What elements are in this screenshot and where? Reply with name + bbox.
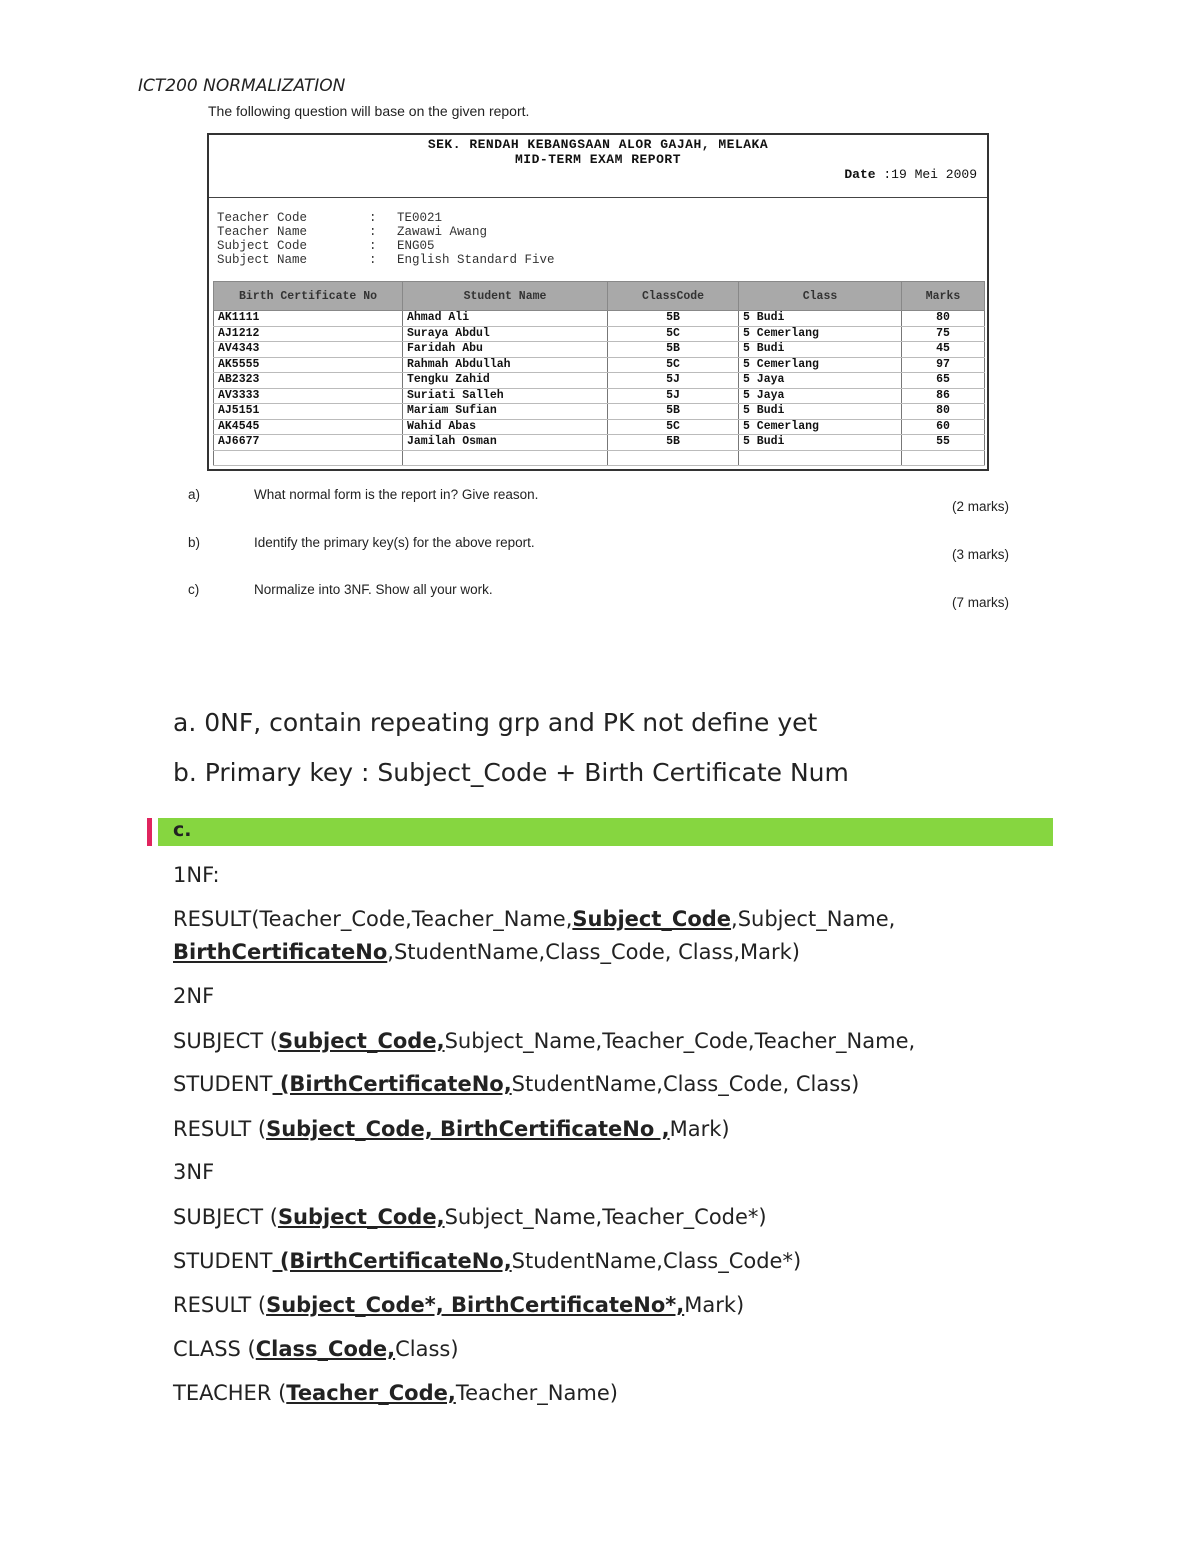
marks-table — [213, 281, 985, 466]
table-cell: 5 Jaya — [739, 388, 902, 404]
table-cell: 5B — [608, 342, 739, 358]
relation-text: Subject_Name,Teacher_Code*) — [444, 1205, 767, 1229]
report-divider — [209, 197, 987, 198]
intro-text: The following question will base on the given report. — [208, 103, 530, 119]
relation-name: SUBJECT ( — [173, 1029, 278, 1053]
question-text: What normal form is the report in? Give reason. — [254, 487, 539, 502]
nf3-subject — [173, 1204, 767, 1230]
table-cell: 60 — [902, 419, 985, 435]
info-label: Teacher Name — [217, 225, 308, 239]
column-header: Student Name — [403, 282, 608, 311]
question-label: b) — [188, 535, 201, 550]
relation-name: CLASS ( — [173, 1337, 256, 1361]
nf3-result — [173, 1292, 744, 1318]
table-cell: 5J — [608, 373, 739, 389]
relation-text: Class) — [395, 1337, 459, 1361]
table-cell: AJ1212 — [214, 326, 403, 342]
table-cell: Rahmah Abdullah — [403, 357, 608, 373]
primary-key: Subject_Code, — [277, 1205, 445, 1229]
report-title: MID-TERM EXAM REPORT — [514, 152, 682, 167]
table-row — [214, 357, 985, 373]
table-cell — [214, 450, 403, 465]
table-cell: 65 — [902, 373, 985, 389]
nf1-result-line1 — [173, 906, 895, 932]
table-cell: 5 Cemerlang — [739, 419, 902, 435]
table-cell: AK1111 — [214, 311, 403, 327]
date-value: :19 Mei 2009 — [883, 167, 977, 182]
table-cell: Suraya Abdul — [403, 326, 608, 342]
table-cell: 55 — [902, 435, 985, 451]
relation-name: RESULT ( — [173, 1293, 267, 1317]
nf2-label: 2NF — [173, 984, 215, 1008]
report-info — [217, 211, 555, 267]
info-row — [217, 225, 555, 239]
relation-text: ,StudentName,Class_Code, Class,Mark) — [387, 940, 800, 964]
info-colon: : — [369, 239, 377, 253]
column-header: Marks — [902, 282, 985, 311]
primary-key: (BirthCertificateNo, — [272, 1249, 512, 1273]
relation-text: Mark) — [669, 1117, 730, 1141]
answer-a: a. 0NF, contain repeating grp and PK not define yet — [173, 708, 818, 737]
question-label: c) — [188, 582, 200, 597]
table-cell — [403, 450, 608, 465]
relation-name: RESULT ( — [173, 1117, 267, 1141]
table-row — [214, 373, 985, 389]
table-cell: AJ5151 — [214, 404, 403, 420]
table-cell: 5 Cemerlang — [739, 326, 902, 342]
question-text: Normalize into 3NF. Show all your work. — [254, 582, 493, 597]
relation-text: Mark) — [684, 1293, 745, 1317]
table-row — [214, 388, 985, 404]
info-value: TE0021 — [397, 211, 443, 225]
table-cell: Faridah Abu — [403, 342, 608, 358]
info-colon: : — [369, 253, 377, 267]
relation-name: STUDENT — [173, 1072, 273, 1096]
school-name: SEK. RENDAH KEBANGSAAN ALOR GAJAH, MELAKA — [427, 137, 769, 152]
answer-b: b. Primary key : Subject_Code + Birth Certificate Num — [173, 758, 849, 787]
table-cell: 86 — [902, 388, 985, 404]
primary-key: (BirthCertificateNo, — [272, 1072, 512, 1096]
info-label: Teacher Code — [217, 211, 308, 225]
table-cell: Wahid Abas — [403, 419, 608, 435]
question-label: a) — [188, 487, 201, 502]
table-row — [214, 404, 985, 420]
section-bar — [158, 818, 1053, 846]
relation-name: TEACHER ( — [173, 1381, 287, 1405]
info-label: Subject Name — [217, 253, 308, 267]
column-header: Birth Certificate No — [214, 282, 403, 311]
report-date — [844, 167, 977, 182]
section-marker — [147, 818, 152, 846]
primary-key: Class_Code, — [255, 1337, 396, 1361]
table-row — [214, 326, 985, 342]
info-colon: : — [369, 211, 377, 225]
question-marks: (7 marks) — [952, 595, 1009, 610]
table-cell: Jamilah Osman — [403, 435, 608, 451]
table-cell: 5J — [608, 388, 739, 404]
table-cell: 97 — [902, 357, 985, 373]
info-value: Zawawi Awang — [397, 225, 488, 239]
table-cell: 5 Budi — [739, 404, 902, 420]
table-row — [214, 342, 985, 358]
info-row — [217, 211, 555, 225]
column-header: Class — [739, 282, 902, 311]
column-header: ClassCode — [608, 282, 739, 311]
date-label: Date — [844, 167, 876, 182]
primary-key: Subject_Code, BirthCertificateNo , — [266, 1117, 670, 1141]
table-cell: Tengku Zahid — [403, 373, 608, 389]
primary-key: Subject_Code, — [277, 1029, 445, 1053]
table-cell: 5 Budi — [739, 342, 902, 358]
relation-text: ,Subject_Name, — [731, 907, 896, 931]
relation-text: RESULT(Teacher_Code,Teacher_Name, — [173, 907, 573, 931]
table-cell: 5B — [608, 311, 739, 327]
table-cell: AV3333 — [214, 388, 403, 404]
table-cell — [608, 450, 739, 465]
table-cell: AV4343 — [214, 342, 403, 358]
primary-key: BirthCertificateNo — [173, 940, 388, 964]
table-cell: 5 Budi — [739, 435, 902, 451]
info-colon: : — [369, 225, 377, 239]
relation-name: STUDENT — [173, 1249, 273, 1273]
nf3-class — [173, 1336, 459, 1362]
table-cell: 5 Cemerlang — [739, 357, 902, 373]
nf1-label: 1NF: — [173, 863, 220, 887]
nf2-subject — [173, 1028, 915, 1054]
nf3-teacher — [173, 1380, 618, 1406]
relation-text: StudentName,Class_Code*) — [511, 1249, 802, 1273]
question-marks: (2 marks) — [952, 499, 1009, 514]
info-label: Subject Code — [217, 239, 308, 253]
table-cell: AJ6677 — [214, 435, 403, 451]
relation-text: Teacher_Name) — [455, 1381, 618, 1405]
table-cell: 5C — [608, 419, 739, 435]
primary-key: Subject_Code — [572, 907, 732, 931]
table-row — [214, 419, 985, 435]
answer-c-label: c. — [173, 819, 192, 841]
table-cell: 75 — [902, 326, 985, 342]
table-row — [214, 435, 985, 451]
table-cell — [902, 450, 985, 465]
table-cell: 5B — [608, 435, 739, 451]
table-cell: 45 — [902, 342, 985, 358]
table-row — [214, 311, 985, 327]
table-cell: 5B — [608, 404, 739, 420]
nf2-result — [173, 1116, 730, 1142]
nf1-result-line2 — [173, 939, 800, 965]
table-cell: AK4545 — [214, 419, 403, 435]
info-value: English Standard Five — [397, 253, 555, 267]
table-spacer-row — [214, 450, 985, 465]
relation-name: SUBJECT ( — [173, 1205, 278, 1229]
exam-report — [207, 133, 989, 471]
info-row — [217, 253, 555, 267]
question-marks: (3 marks) — [952, 547, 1009, 562]
relation-text: Subject_Name,Teacher_Code,Teacher_Name, — [444, 1029, 916, 1053]
table-cell: AB2323 — [214, 373, 403, 389]
primary-key: Subject_Code*, BirthCertificateNo*, — [266, 1293, 685, 1317]
document-header: ICT200 NORMALIZATION — [138, 76, 346, 96]
nf3-student — [173, 1248, 801, 1274]
table-cell: Ahmad Ali — [403, 311, 608, 327]
question-text: Identify the primary key(s) for the above report. — [254, 535, 535, 550]
info-row — [217, 239, 555, 253]
nf2-student — [173, 1071, 859, 1097]
table-cell: Mariam Sufian — [403, 404, 608, 420]
table-cell: 5C — [608, 326, 739, 342]
table-cell: Suriati Salleh — [403, 388, 608, 404]
relation-text: StudentName,Class_Code, Class) — [511, 1072, 860, 1096]
primary-key: Teacher_Code, — [286, 1381, 456, 1405]
info-value: ENG05 — [397, 239, 435, 253]
table-cell: 5 Budi — [739, 311, 902, 327]
table-cell: 5C — [608, 357, 739, 373]
nf3-label: 3NF — [173, 1160, 215, 1184]
table-cell — [739, 450, 902, 465]
table-cell: 80 — [902, 404, 985, 420]
table-cell: 5 Jaya — [739, 373, 902, 389]
table-cell: 80 — [902, 311, 985, 327]
table-cell: AK5555 — [214, 357, 403, 373]
